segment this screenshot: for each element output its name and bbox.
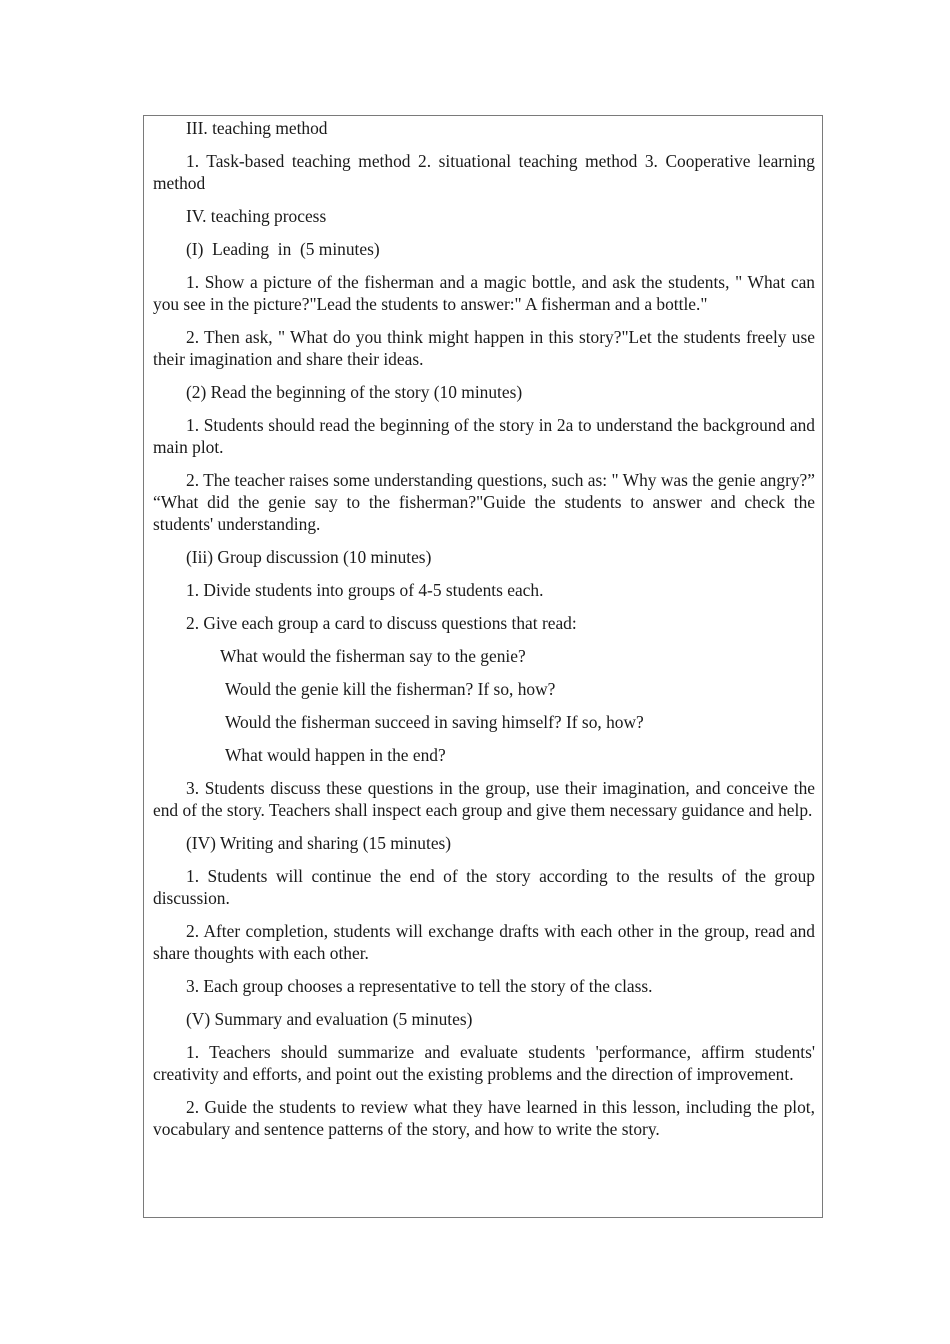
step-heading-leading-in: (I) Leading in (5 minutes) — [186, 239, 380, 259]
section-heading-teaching-method: III. teaching method — [186, 118, 328, 138]
group-discussion-item-1: 1. Divide students into groups of 4-5 students each. — [186, 580, 544, 600]
discussion-question: What would the fisherman say to the genie? — [220, 646, 526, 666]
step-heading-read-beginning: (2) Read the beginning of the story (10 minutes) — [186, 382, 523, 402]
writing-sharing-item-3: 3. Each group chooses a representative to tell the story of the class. — [186, 976, 653, 996]
read-beginning-item-1: 1. Students should read the beginning of the story in 2a to understand the background and main plot. — [153, 415, 815, 457]
step-heading-group-discussion: (Iii) Group discussion (10 minutes) — [186, 547, 432, 567]
writing-sharing-item-2: 2. After completion, students will exchange drafts with each other in the group, read and share thoughts with each other. — [153, 921, 815, 963]
summary-item-1: 1. Teachers should summarize and evaluate students 'performance, affirm students' creativity and efforts, and point out the existing problems and the direction of improvement. — [153, 1042, 815, 1084]
writing-sharing-item-1: 1. Students will continue the end of the story according to the results of the group discussion. — [153, 866, 815, 908]
summary-item-2: 2. Guide the students to review what they have learned in this lesson, including the plot, vocabulary and sentence patterns of the story, and how to write the story. — [153, 1097, 815, 1139]
lesson-plan-body — [153, 117, 815, 1140]
leading-in-item-2: 2. Then ask, " What do you think might happen in this story?"Let the students freely use their imagination and share their ideas. — [153, 327, 815, 369]
group-discussion-item-3: 3. Students discuss these questions in the group, use their imagination, and conceive the end of the story. Teachers shall inspect each group and give them necessary guidance and help. — [153, 778, 815, 820]
discussion-question: Would the fisherman succeed in saving himself? If so, how? — [225, 712, 644, 732]
discussion-question: Would the genie kill the fisherman? If so, how? — [225, 679, 556, 699]
section-heading-teaching-process: IV. teaching process — [186, 206, 327, 226]
teaching-methods-list: 1. Task-based teaching method 2. situational teaching method 3. Cooperative learning method — [153, 151, 815, 193]
group-discussion-item-2: 2. Give each group a card to discuss questions that read: — [186, 613, 577, 633]
step-heading-writing-sharing: (IV) Writing and sharing (15 minutes) — [186, 833, 452, 853]
leading-in-item-1: 1. Show a picture of the fisherman and a magic bottle, and ask the students, " What can you see in the picture?"Lead the students to answer:" A fisherman and a bottle." — [153, 272, 815, 314]
discussion-question: What would happen in the end? — [225, 745, 446, 765]
read-beginning-item-2: 2. The teacher raises some understanding questions, such as: " Why was the genie angry?” “What did the genie say to the fisherman?"Guide the students to answer and check the students' understanding. — [153, 470, 815, 534]
step-heading-summary: (V) Summary and evaluation (5 minutes) — [186, 1009, 473, 1029]
